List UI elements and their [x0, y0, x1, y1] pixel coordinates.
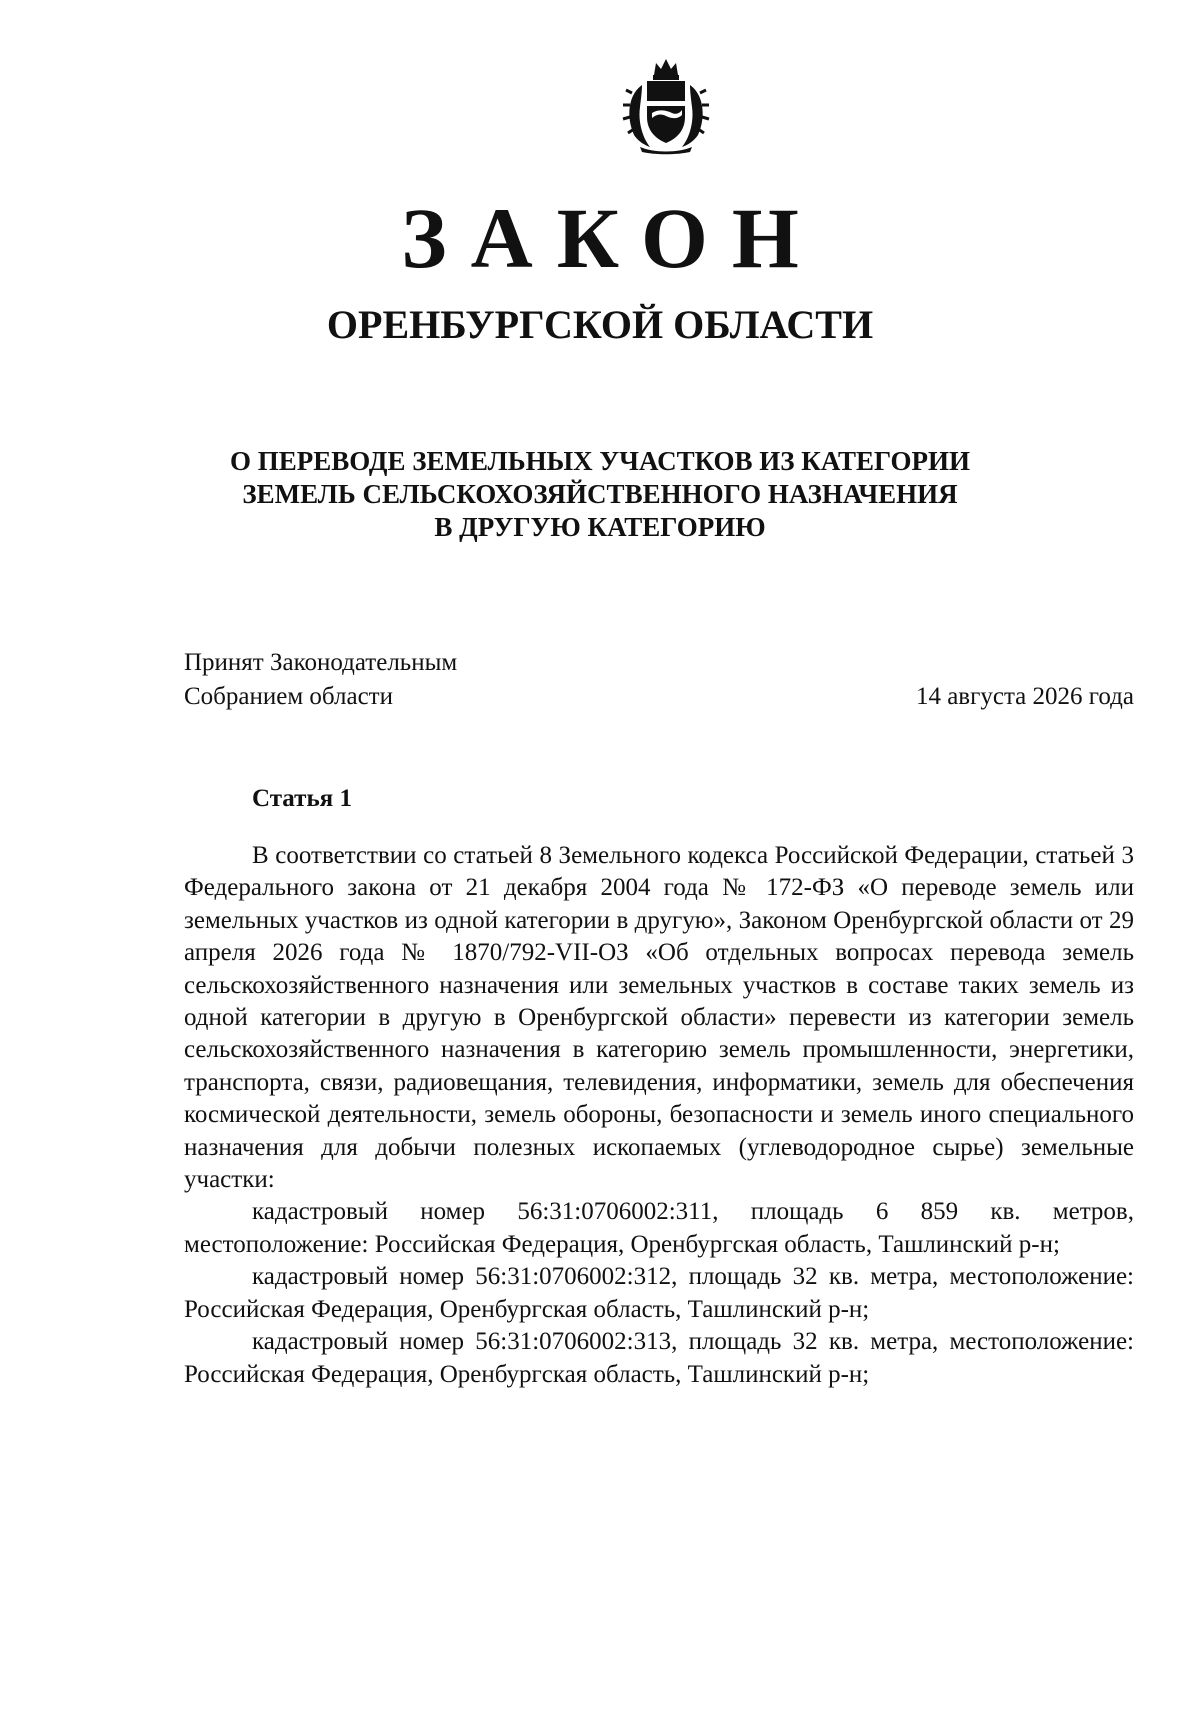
article-intro-paragraph: В соответствии со статьей 8 Земельного кодекса Российской Федерации, статьей 3 Федерального закона от 21 декабря 2004 года № 172-ФЗ «О переводе земель или земельных участков из одной категории в другую», Законом Оренбургской области от 29 апреля 2026 года № 1870/792-VII-ОЗ «Об отдельных вопросах перевода земель сельскохозяйственного назначения или земельных участков в составе таких земель из одной категории в другую в Оренбургской области» перевести из категории земель сельскохозяйственного назначения в категорию земель промышленности, энергетики, транспорта, связи, радиовещания, телевидения, информатики, земель для обеспечения космической деятельности, земель обороны, безопасности и земель иного специального назначения для добычи полезных ископаемых (углеводородное сырье) земельные участки:: [184, 842, 1134, 1194]
adoption-line: Принят Законодательным: [184, 649, 458, 676]
land-plot-item: кадастровый номер 56:31:0706002:312, площадь 32 кв. метра, местоположение: Российская Федерация, Оренбургская область, Ташлинский р-н;: [184, 1263, 1134, 1323]
adoption-line: Собранием области: [184, 683, 393, 710]
law-title-line: ЗЕМЕЛЬ СЕЛЬСКОХОЗЯЙСТВЕННОГО НАЗНАЧЕНИЯ: [242, 479, 958, 509]
law-title: [0, 445, 1200, 544]
adoption-date: 14 августа 2026 года: [915, 683, 1134, 710]
region-heading: ОРЕНБУРГСКОЙ ОБЛАСТИ: [326, 302, 874, 347]
law-title-line: О ПЕРЕВОДЕ ЗЕМЕЛЬНЫХ УЧАСТКОВ ИЗ КАТЕГОРИИ: [229, 446, 971, 476]
land-plot-item: кадастровый номер 56:31:0706002:313, площадь 32 кв. метра, местоположение: Российская Федерация, Оренбургская область, Ташлинский р-н;: [184, 1328, 1134, 1388]
document-type-heading: ЗАКОН: [401, 190, 823, 286]
article-heading: Статья 1: [252, 785, 352, 812]
orenburg-coat-of-arms-icon: [620, 55, 712, 155]
law-title-line: В ДРУГУЮ КАТЕГОРИЮ: [434, 512, 766, 542]
article-body: [184, 840, 1134, 1391]
land-plot-item: кадастровый номер 56:31:0706002:311, площадь 6 859 кв. метров, местоположение: Российская Федерация, Оренбургская область, Ташлинский р-н;: [184, 1198, 1134, 1258]
adoption-statement: [184, 646, 457, 714]
